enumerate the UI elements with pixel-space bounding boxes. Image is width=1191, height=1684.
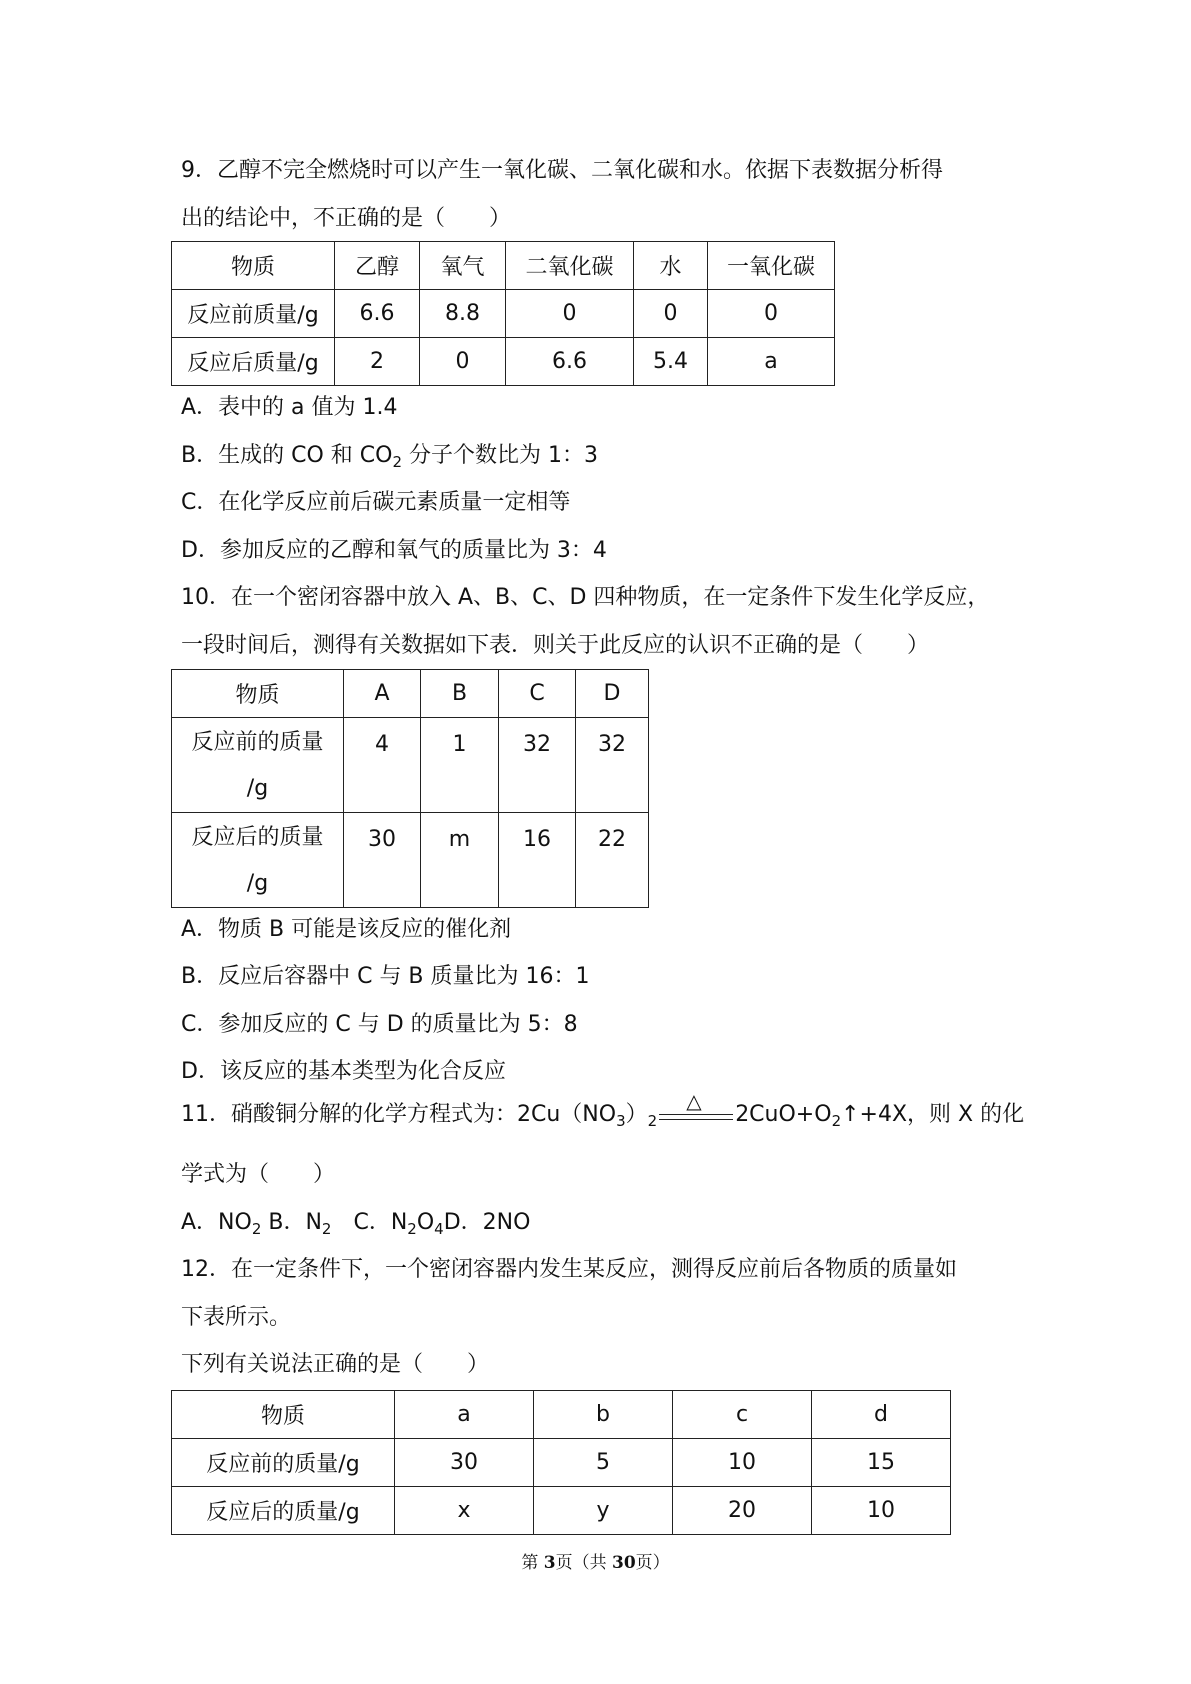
q9-table: [171, 241, 835, 386]
equal-bar: [659, 1114, 733, 1115]
row-label-line1: 反应后的质量: [191, 825, 324, 850]
table-cell: 6.6: [506, 338, 634, 386]
table-row: [172, 1439, 951, 1487]
table-row: [172, 670, 649, 718]
table-cell: 2: [335, 338, 420, 386]
footer-text: 页（共: [555, 1553, 612, 1573]
row-label-line1: 反应前的质量: [191, 730, 324, 755]
equal-bar: [659, 1119, 733, 1120]
q9-option-c: C．在化学反应前后碳元素质量一定相等: [181, 490, 571, 515]
q9-option-d: D．参加反应的乙醇和氧气的质量比为 3：4: [181, 538, 607, 563]
q10-option-b: B．反应后容器中 C 与 B 质量比为 16：1: [181, 964, 590, 989]
table-cell: d: [812, 1391, 951, 1439]
table-cell: 物质: [172, 670, 344, 718]
table-cell: 0: [420, 338, 506, 386]
table-cell: 30: [395, 1439, 534, 1487]
q9-stem-line1: 9．乙醇不完全燃烧时可以产生一氧化碳、二氧化碳和水。依据下表数据分析得: [181, 158, 943, 183]
q11-option-c-mid: O: [416, 1210, 435, 1235]
table-cell: [172, 813, 344, 908]
current-page-number: 3: [543, 1553, 556, 1573]
table-cell: 10: [673, 1439, 812, 1487]
q10-stem-line1: 10．在一个密闭容器中放入 A、B、C、D 四种物质，在一定条件下发生化学反应，: [181, 585, 990, 610]
q9-option-a: A．表中的 a 值为 1.4: [181, 395, 398, 420]
table-cell: 5: [534, 1439, 673, 1487]
table-cell: b: [534, 1391, 673, 1439]
q11-stem-end: ↑+4X，则 X 的化: [841, 1102, 1025, 1127]
table-cell: 30: [344, 813, 421, 908]
table-row: [172, 1487, 951, 1535]
table-cell: y: [534, 1487, 673, 1535]
q12-stem-line2: 下表所示。: [181, 1305, 292, 1330]
table-row: [172, 813, 649, 908]
table-cell: 反应后的质量/g: [172, 1487, 395, 1535]
table-cell: 32: [576, 718, 649, 813]
table-cell: 物质: [172, 242, 335, 290]
q11-option-a: A．NO: [181, 1210, 252, 1235]
q10-table: [171, 669, 649, 908]
q10-option-a: A．物质 B 可能是该反应的催化剂: [181, 917, 512, 942]
q11-option-d: D．2NO: [443, 1210, 531, 1235]
row-label-line2: /g: [246, 871, 269, 896]
q11-equation-line: [181, 1089, 1025, 1136]
table-row: [172, 338, 835, 386]
table-cell: 8.8: [420, 290, 506, 338]
subscript: 2: [407, 1220, 417, 1238]
table-cell: B: [421, 670, 499, 718]
q10-stem-line2: 一段时间后，测得有关数据如下表．则关于此反应的认识不正确的是（ ）: [181, 633, 930, 658]
table-cell: 1: [421, 718, 499, 813]
paren-close: ）: [625, 1102, 648, 1127]
table-cell: A: [344, 670, 421, 718]
table-cell: 4: [344, 718, 421, 813]
subscript: 3: [616, 1112, 626, 1130]
table-cell: 0: [506, 290, 634, 338]
q10-option-c: C．参加反应的 C 与 D 的质量比为 5：8: [181, 1012, 578, 1037]
table-row: [172, 290, 835, 338]
table-cell: 反应前的质量/g: [172, 1439, 395, 1487]
q10-option-d: D．该反应的基本类型为化合反应: [181, 1059, 506, 1084]
table-cell: a: [708, 338, 835, 386]
q9-option-b: [181, 441, 598, 477]
table-cell: 16: [499, 813, 576, 908]
table-cell: 0: [634, 290, 708, 338]
table-cell: [172, 718, 344, 813]
page-footer: [0, 1548, 1191, 1573]
q9-option-b-text: B．生成的 CO 和 CO: [181, 443, 393, 468]
table-cell: 5.4: [634, 338, 708, 386]
table-cell: 二氧化碳: [506, 242, 634, 290]
table-row: [172, 718, 649, 813]
table-cell: c: [673, 1391, 812, 1439]
heat-triangle-icon: △: [686, 1089, 702, 1113]
footer-text: 页）: [635, 1553, 670, 1573]
q11-options: [181, 1208, 530, 1244]
q11-stem-line2: 学式为（ ）: [181, 1162, 336, 1187]
q11-stem-text: 11．硝酸铜分解的化学方程式为：2Cu（NO: [181, 1102, 617, 1127]
table-row: [172, 1391, 951, 1439]
table-cell: 物质: [172, 1391, 395, 1439]
footer-text: 第: [521, 1553, 544, 1573]
table-cell: C: [499, 670, 576, 718]
total-page-number: 30: [611, 1553, 636, 1573]
table-cell: 反应前质量/g: [172, 290, 335, 338]
q11-option-c: C．N: [331, 1210, 408, 1235]
table-cell: x: [395, 1487, 534, 1535]
subscript: 2: [831, 1112, 842, 1130]
table-cell: D: [576, 670, 649, 718]
subscript: 2: [392, 453, 402, 471]
q11-products: 2CuO+O: [735, 1102, 832, 1127]
q12-stem-line1: 12．在一定条件下，一个密闭容器内发生某反应，测得反应前后各物质的质量如: [181, 1257, 957, 1282]
table-cell: 氧气: [420, 242, 506, 290]
table-cell: 水: [634, 242, 708, 290]
row-label-line2: /g: [246, 776, 269, 801]
q9-stem-line2: 出的结论中，不正确的是（ ）: [181, 206, 512, 231]
table-cell: m: [421, 813, 499, 908]
subscript: 2: [321, 1220, 332, 1238]
table-cell: 32: [499, 718, 576, 813]
table-cell: 15: [812, 1439, 951, 1487]
table-cell: a: [395, 1391, 534, 1439]
q12-table: [171, 1390, 951, 1535]
table-cell: 10: [812, 1487, 951, 1535]
subscript: 2: [251, 1220, 262, 1238]
q9-option-b-text-end: 分子个数比为 1：3: [401, 443, 598, 468]
table-cell: 0: [708, 290, 835, 338]
reaction-arrow: [657, 1089, 735, 1130]
table-cell: 一氧化碳: [708, 242, 835, 290]
table-cell: 22: [576, 813, 649, 908]
table-cell: 反应后质量/g: [172, 338, 335, 386]
subscript: 2: [647, 1112, 658, 1130]
table-cell: 20: [673, 1487, 812, 1535]
table-row: [172, 242, 835, 290]
table-cell: 乙醇: [335, 242, 420, 290]
q12-stem-line3: 下列有关说法正确的是（ ）: [181, 1352, 490, 1377]
table-cell: 6.6: [335, 290, 420, 338]
subscript: 4: [434, 1220, 444, 1238]
q11-option-b: B．N: [261, 1210, 322, 1235]
